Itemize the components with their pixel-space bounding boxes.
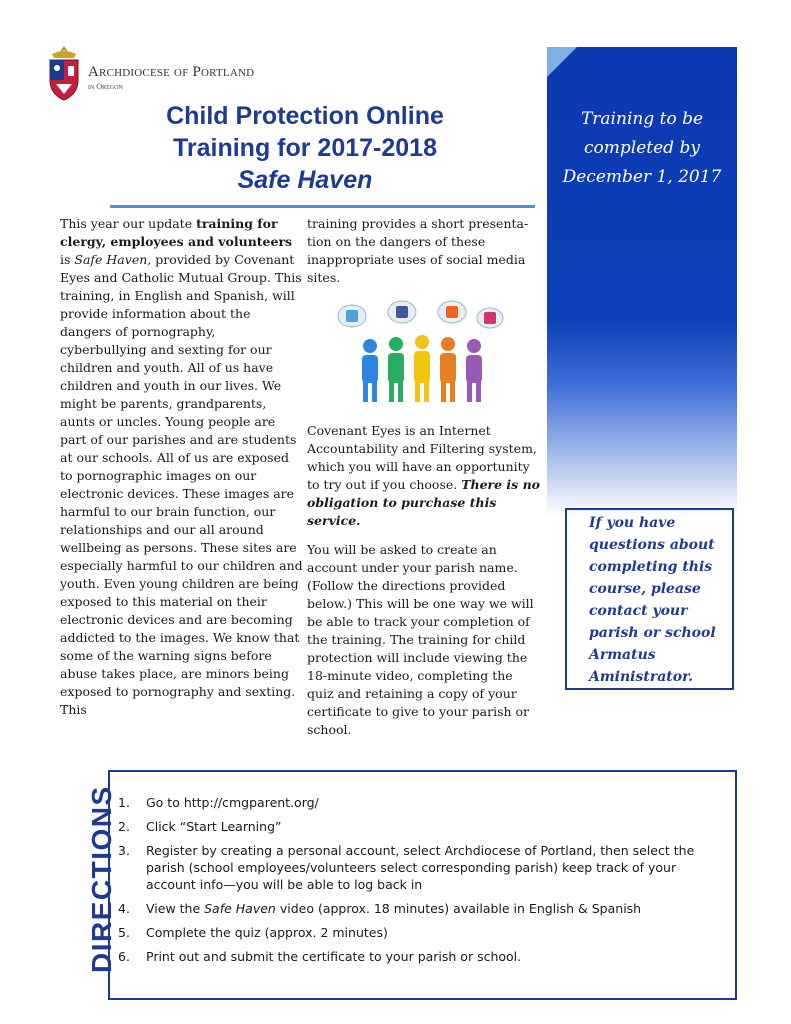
deadline-banner <box>547 47 737 517</box>
person-figure-icon <box>388 337 404 402</box>
speech-bubble-icon <box>438 301 466 323</box>
step-text: Register by creating a personal account, select Archdiocese of Portland, then select the parish (school employees/volunteers select corresponding parish) keep track of your account info—you will be able to log back in <box>146 843 695 892</box>
step-number: 1. <box>118 795 130 810</box>
page-title <box>120 100 490 196</box>
title-line-1: Child Protection Online <box>166 102 444 130</box>
person-figure-icon <box>362 339 378 402</box>
step-text: View the <box>146 901 205 916</box>
direction-step <box>118 818 718 835</box>
person-figure-icon <box>466 339 482 402</box>
title-divider <box>110 205 535 208</box>
direction-step <box>118 924 718 941</box>
social-media-people-illustration <box>330 298 510 408</box>
org-name: Archdiocese of Portland <box>88 64 255 80</box>
person-figure-icon <box>440 337 456 402</box>
speech-bubble-icon <box>388 301 416 323</box>
body-column-right <box>307 215 542 737</box>
step-text: Print out and submit the certificate to your parish or school. <box>146 949 522 964</box>
questions-text: If you have questions about completing this course, please contact your parish or school Armatus Aministrator. <box>589 515 716 685</box>
direction-step <box>118 948 718 965</box>
archdiocese-logo <box>44 44 284 104</box>
step-text: Complete the quiz (approx. 2 minutes) <box>146 925 388 940</box>
directions-list <box>118 794 718 972</box>
step-number: 3. <box>118 843 130 858</box>
col2-paragraph-3: You will be asked to create an account under your parish name. (Follow the directions provided below.) This will be one way we will be able to track your completion of the training. The training for child protection will include viewing the 18-minute video, completing the quiz and retaining a copy of your certificate to give to your parish or school. <box>307 542 534 737</box>
deadline-text: Training to be completed by December 1, 2017 <box>562 109 722 187</box>
direction-step <box>118 842 718 893</box>
step-text: video (approx. 18 minutes) available in English & Spanish <box>275 901 642 916</box>
step-text: Click “Start Learning” <box>146 819 282 834</box>
title-line-3: Safe Haven <box>237 166 373 194</box>
step-program-name: Safe Haven <box>204 901 276 916</box>
intro-audience: training for clergy, employees and volunteers <box>60 216 293 249</box>
step-number: 5. <box>118 925 130 940</box>
direction-step <box>118 900 718 917</box>
intro-program-name: Safe Haven, <box>74 252 152 267</box>
person-figure-icon <box>414 335 430 402</box>
no-obligation-note: There is no obligation to purchase this service. <box>307 477 540 528</box>
title-line-2: Training for 2017-2018 <box>172 134 437 162</box>
body-column-left <box>60 215 305 719</box>
org-sub: in Oregon <box>88 82 123 91</box>
intro-paragraph <box>60 215 305 719</box>
directions-label: DIRECTIONS <box>86 785 117 973</box>
speech-bubble-icon <box>477 308 503 328</box>
banner-corner-accent <box>547 47 577 77</box>
questions-callout <box>565 508 734 690</box>
direction-step <box>118 794 718 811</box>
col2-paragraph-2 <box>307 422 542 530</box>
intro-text-1: This year our update <box>60 216 197 231</box>
intro-text-3: provided by Covenant Eyes and Catholic Mutual Group. This training, in English and Spanish, will provide information about the dangers of pornography, cyberbullying and sexting for our children and youth. All of us have children and youth in our lives. We might be parents, grandparents, aunts or uncles. Young people are part of our parishes and are students at our schools. All of us are exposed to pornographic images on our electronic devices. These images are harmful to our brain function, our relationships and our all around wellbeing as persons. These sites are especially harmful to our children and youth. Even young children are being exposed to this material on their electronic devices and are becoming addicted to the images. We know that some of the warning signs before abuse takes place, are minors being exposed to pornography and sexting. This <box>60 252 303 717</box>
col2-paragraph-1: training provides a short presenta-tion on the dangers of these inappropriate uses of social media sites. <box>307 216 529 285</box>
step-number: 2. <box>118 819 130 834</box>
speech-bubble-icon <box>338 305 366 327</box>
coat-of-arms-icon <box>44 44 84 102</box>
step-number: 4. <box>118 901 130 916</box>
step-number: 6. <box>118 949 130 964</box>
step-text: Go to http://cmgparent.org/ <box>146 795 319 810</box>
covenant-eyes-text: Covenant Eyes is an Internet Accountability and Filtering system, which you will have an opportunity to try out if you choose. <box>307 423 537 492</box>
intro-text-2: is <box>60 252 75 267</box>
